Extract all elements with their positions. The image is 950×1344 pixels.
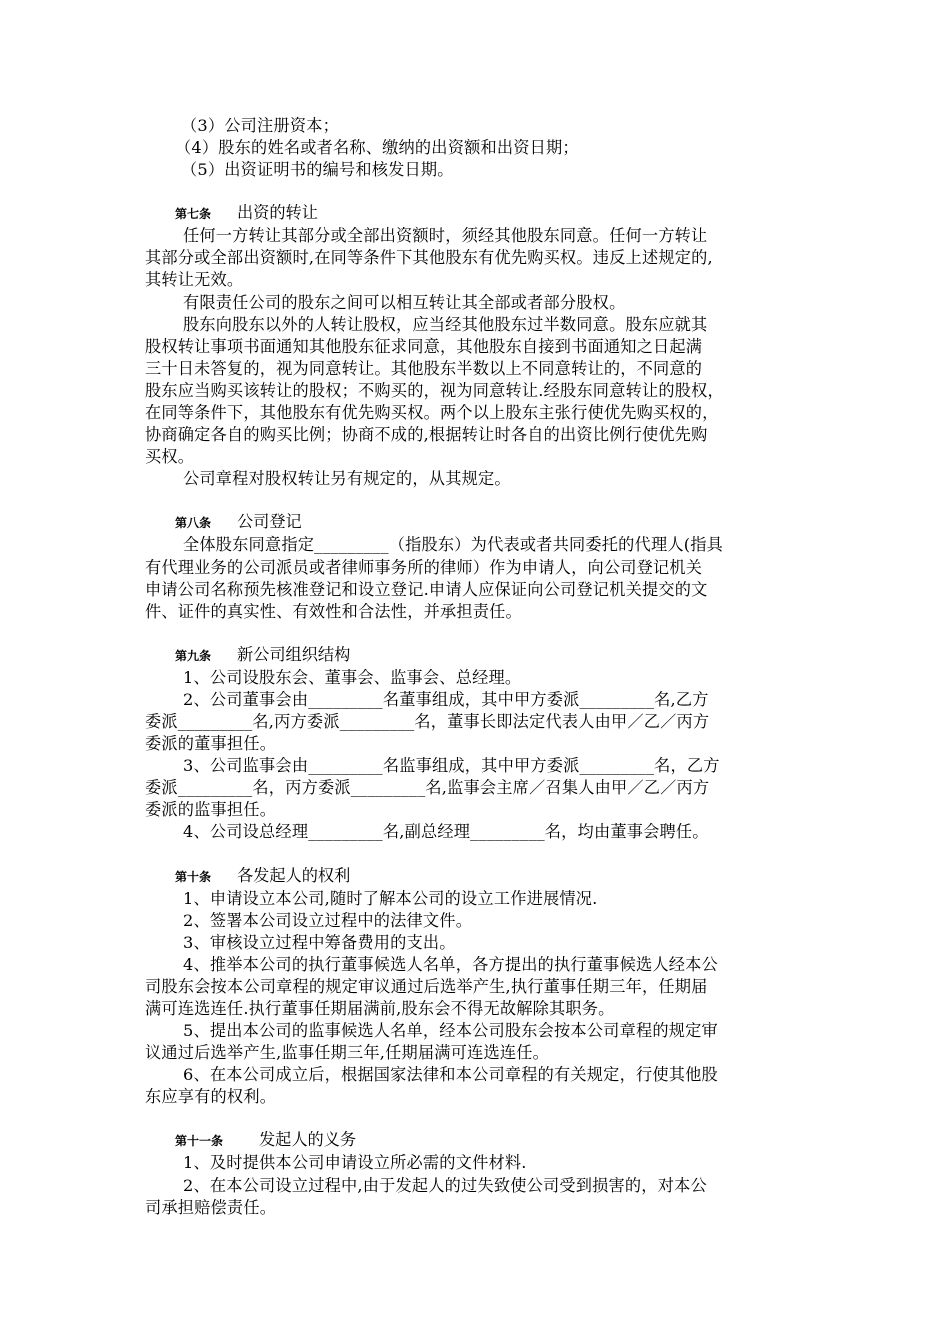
paragraph-line: 三十日未答复的，视为同意转让。其他股东半数以上不同意转让的，不同意的 — [145, 358, 703, 378]
articles — [145, 201, 810, 1218]
paragraph-line: 任何一方转让其部分或全部出资额时，须经其他股东同意。任何一方转让 — [183, 226, 708, 246]
paragraph-line: 买权。 — [145, 447, 195, 467]
paragraph-line: 2、签署本公司设立过程中的法律文件。 — [183, 910, 473, 930]
article-title: 发起人的义务 — [259, 1130, 357, 1150]
article-number: 第七条 — [175, 207, 212, 222]
paragraph-line: 3、公司监事会由_________名监事组成，其中甲方委派_________名，乙方 — [183, 756, 720, 776]
article-title: 各发起人的权利 — [237, 865, 351, 885]
paragraph-line: 股权转让事项书面通知其他股东征求同意，其他股东自接到书面通知之日起满 — [145, 336, 703, 356]
paragraph-line: 公司章程对股权转让另有规定的，从其规定。 — [183, 469, 511, 489]
paragraph-line: 司股东会按本公司章程的规定审议通过后选举产生,执行董事任期三年，任期届 — [145, 976, 708, 996]
article-section — [145, 201, 810, 490]
paragraph-line: 委派_________名，丙方委派_________名,监事会主席／召集人由甲／乙／丙方 — [145, 778, 710, 798]
paragraph-line: 件、证件的真实性、有效性和合法性，并承担责任。 — [145, 601, 522, 621]
paragraph-line: 议通过后选举产生,监事任期三年,任期届满可连选连任。 — [145, 1043, 549, 1063]
paragraph-line: 2、公司董事会由_________名董事组成，其中甲方委派_________名,乙方 — [183, 689, 709, 709]
article-title: 出资的转让 — [237, 203, 318, 223]
list-item: （3）公司注册资本； — [181, 116, 339, 135]
paragraph-line: 5、提出本公司的监事候选人名单，经本公司股东会按本公司章程的规定审 — [183, 1021, 718, 1041]
paragraph-line: 申请公司名称预先核准登记和设立登记.申请人应保证向公司登记机关提交的文 — [145, 579, 708, 599]
list-item: （5）出资证明书的编号和核发日期。 — [181, 160, 454, 180]
list-continuation — [145, 115, 810, 181]
paragraph-line: 有代理业务的公司派员或者律师事务所的律师）作为申请人，向公司登记机关 — [145, 557, 703, 577]
article-heading — [145, 510, 810, 534]
paragraph-line: 2、在本公司设立过程中,由于发起人的过失致使公司受到损害的，对本公 — [183, 1175, 707, 1195]
document-body — [145, 115, 810, 1219]
paragraph-line: 司承担赔偿责任。 — [145, 1197, 277, 1217]
paragraph-line: 6、在本公司成立后，根据国家法律和本公司章程的有关规定，行使其他股 — [183, 1065, 718, 1085]
paragraph-line: 4、推举本公司的执行董事候选人名单，各方提出的执行董事候选人经本公 — [183, 954, 718, 974]
article-heading — [145, 201, 810, 225]
paragraph-line: 委派的监事担任。 — [145, 800, 277, 820]
article-number: 第九条 — [175, 648, 212, 663]
paragraph-line: 东应享有的权利。 — [145, 1087, 277, 1107]
paragraph-line: 满可连选连任.执行董事任期届满前,股东会不得无故解除其职务。 — [145, 999, 615, 1018]
paragraph-line: 1、公司设股东会、董事会、监事会、总经理。 — [183, 667, 522, 687]
article-heading — [145, 864, 810, 888]
paragraph-line: 委派的董事担任。 — [145, 734, 277, 754]
paragraph-line: 股东应当购买该转让的股权；不购买的，视为同意转让.经股东同意转让的股权， — [145, 380, 724, 400]
paragraph-line: 协商确定各自的购买比例；协商不成的,根据转让时各自的出资比例行使优先购 — [145, 425, 708, 445]
paragraph-line: 4、公司设总经理_________名,副总经理_________名，均由董事会聘任。 — [183, 822, 709, 842]
article-heading — [145, 1128, 810, 1152]
paragraph-line: 其部分或全部出资额时,在同等条件下其他股东有优先购买权。违反上述规定的, — [145, 248, 713, 268]
paragraph-line: 全体股东同意指定_________（指股东）为代表或者共同委托的代理人(指具 — [183, 535, 724, 555]
article-heading — [145, 643, 810, 667]
article-section — [145, 1128, 810, 1218]
paragraph-line: 在同等条件下，其他股东有优先购买权。两个以上股东主张行使优先购买权的， — [145, 403, 719, 423]
paragraph-line: 1、申请设立本公司,随时了解本公司的设立工作进展情况. — [183, 888, 598, 908]
article-number: 第八条 — [175, 516, 212, 531]
article-number: 第十一条 — [175, 1134, 224, 1149]
article-title: 新公司组织结构 — [237, 644, 351, 664]
paragraph-line: 1、及时提供本公司申请设立所必需的文件材料. — [183, 1153, 527, 1173]
article-number: 第十条 — [175, 869, 212, 884]
paragraph-line: 股东向股东以外的人转让股权，应当经其他股东过半数同意。股东应就其 — [183, 314, 708, 334]
article-section — [145, 643, 810, 844]
article-section — [145, 510, 810, 622]
paragraph-line: 有限责任公司的股东之间可以相互转让其全部或者部分股权。 — [183, 292, 626, 312]
article-title: 公司登记 — [237, 512, 302, 532]
paragraph-line: 3、审核设立过程中筹备费用的支出。 — [183, 932, 456, 952]
paragraph-line: 其转让无效。 — [145, 270, 244, 290]
list-item: （4）股东的姓名或者名称、缴纳的出资额和出资日期； — [175, 138, 579, 158]
article-section — [145, 864, 810, 1109]
paragraph-line: 委派_________名,丙方委派_________名，董事长即法定代表人由甲／乙／丙方 — [145, 711, 710, 731]
